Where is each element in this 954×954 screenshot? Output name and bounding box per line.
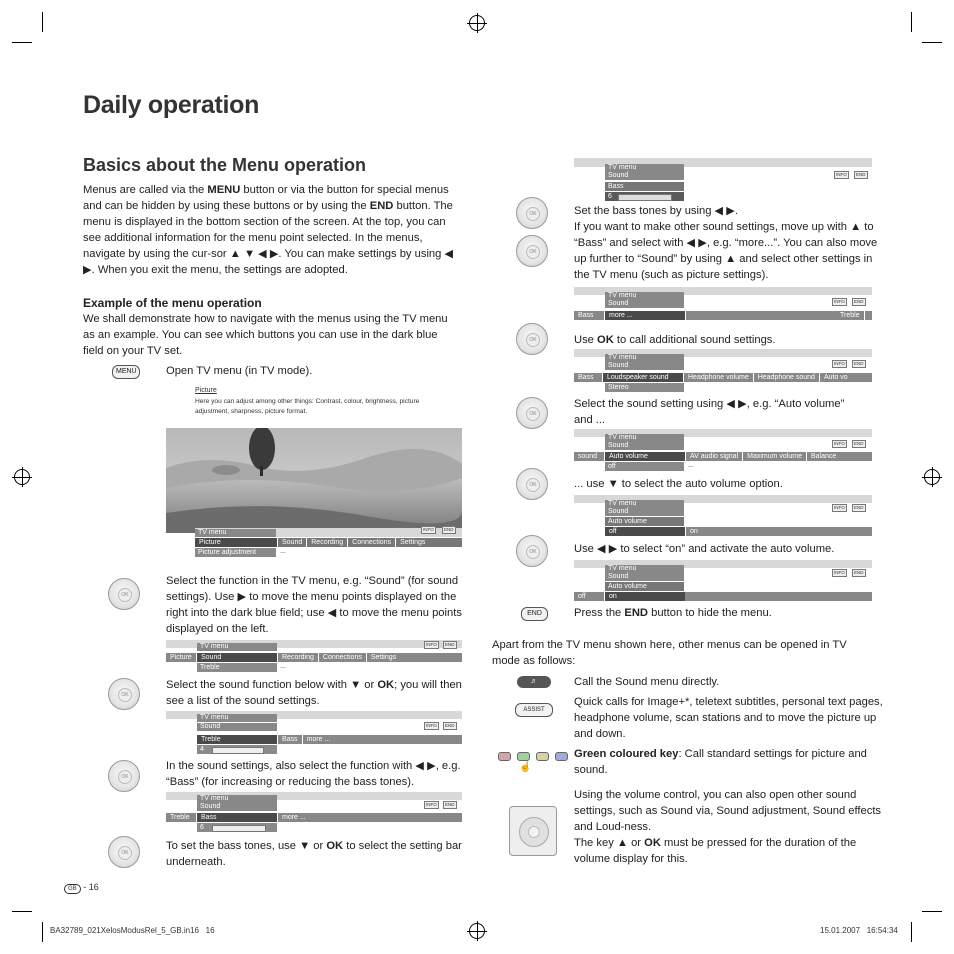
landscape-image bbox=[166, 428, 462, 533]
step-call-sound-settings: Use OK to call additional sound settings. bbox=[574, 334, 776, 346]
hand-pointer-icon: ☝ bbox=[519, 762, 532, 773]
bass-setting-slider[interactable] bbox=[618, 194, 672, 201]
navigation-pad-icon: OK bbox=[108, 678, 140, 710]
picture-info-text: Here you can adjust among other things: Contrast, colour, brightness, picture adjustment, sharpness, picture format. bbox=[195, 398, 420, 415]
section-title: Basics about the Menu operation bbox=[83, 155, 367, 175]
registration-mark-right bbox=[924, 469, 940, 485]
page-title: Daily operation bbox=[83, 91, 260, 119]
end-key-icon: END bbox=[521, 607, 548, 621]
menu-key-icon: MENU bbox=[112, 365, 140, 379]
assist-key-icon: ASSIST bbox=[515, 703, 553, 717]
menu-sub-picture-adjustment[interactable]: Picture adjustment bbox=[195, 548, 276, 557]
intro-paragraph: Menus are called via the MENU button or via the button for special menus and can be hidden by using these buttons or by using the END button. The menu is displayed in the bottom section of the screen. At the top, you can see additional information for the menu point selected. In the menus, navigate by using the cur-sor ▲ ▼ ◀ ▶. You can make settings by using ◀ ▶. When you exit the menu, the settings are adopted. bbox=[83, 184, 454, 277]
step-set-bass: To set the bass tones, use ▼ or OK to select the setting bar underneath. bbox=[166, 840, 462, 869]
navigation-pad-icon: OK bbox=[108, 836, 140, 868]
menu-screen-bass-bar: TV menu Sound INFO END Bass 6 bbox=[574, 158, 872, 204]
assist-text: Quick calls for Image+*, teletext subtitles, personal text pages, headphone volume, scan stations and to move the picture up and down. bbox=[574, 696, 883, 741]
registration-mark-left bbox=[14, 469, 30, 485]
footer-date: 15.01.2007 16:54:34 bbox=[820, 926, 898, 935]
navigation-pad-icon: OK bbox=[108, 760, 140, 792]
menu-screen-auto-volume-on: TV menu Sound INFO END Auto volume off on bbox=[574, 560, 872, 603]
sound-key-icon: ♬ bbox=[517, 676, 551, 688]
menu-screen-treble: TV menu Sound INFO END Treble Bass more ... 4 bbox=[166, 711, 462, 756]
footer-file: BA32789_021XelosModusRel_5_GB.in16 16 bbox=[50, 926, 215, 935]
step-select-auto-volume: ... use ▼ to select the auto volume option. bbox=[574, 478, 783, 490]
menu-screen-sound: TV menu INFO END Picture Sound Recording Connections Settings Treble ... bbox=[166, 640, 462, 672]
step-select-sound: Select the sound function below with ▼ or OK; you will then see a list of the sound settings. bbox=[166, 679, 462, 708]
step-select-function: Select the function in the TV menu, e.g. “Sound” (for sound settings). Use ▶ to move the menu points displayed on the right into the dark blue field; use ◀ to move the menu points displayed on the left. bbox=[166, 575, 462, 636]
tv-screen-preview: Picture Here you can adjust among other things: Contrast, colour, brightness, picture adjustment, sharpness, picture format. TV menu INFO END Picture Sound Recording Connections Settings Picture adjustment ... bbox=[166, 383, 462, 563]
step-press-end: Press the END button to hide the menu. bbox=[574, 607, 772, 619]
menu-screen-bass: TV menu Sound INFO END Treble Bass more ... 6 bbox=[166, 792, 462, 834]
navigation-pad-icon: OK bbox=[516, 468, 548, 500]
yellow-key-icon bbox=[536, 752, 549, 761]
step-select-bass: In the sound settings, also select the function with ◀ ▶, e.g. “Bass” (for increasing or reducing the bass tones). bbox=[166, 760, 461, 789]
volume-text: Using the volume control, you can also open other sound settings, such as Sound via, Sound adjustment, Sound effects and Loud-ness. The key ▲ or OK must be pressed for the duration of the volume display for this. bbox=[574, 789, 882, 866]
red-key-icon bbox=[498, 752, 511, 761]
menu-screen-more: TV menu Sound INFO END Bass more ... Treble bbox=[574, 287, 872, 320]
bass-slider[interactable] bbox=[212, 825, 266, 832]
navigation-pad-icon: OK bbox=[516, 397, 548, 429]
step-set-bass-tones: Set the bass tones by using ◀ ▶. If you want to make other sound settings, move up with ▲ to “Bass” and select with ◀ ▶, e.g. “more...”. You can also move up further to “Sound” by using ▲ and select other settings in the TV menu (such as picture settings). bbox=[574, 205, 878, 282]
registration-mark-bottom bbox=[469, 923, 485, 939]
registration-mark-top bbox=[469, 15, 485, 31]
navigation-pad-icon: OK bbox=[516, 197, 548, 229]
step-select-sound-setting: Select the sound setting using ◀ ▶, e.g. “Auto volume” and ... bbox=[574, 398, 845, 427]
ok-key-icon: OK bbox=[516, 323, 548, 355]
blue-key-icon bbox=[555, 752, 568, 761]
volume-control-icon bbox=[509, 806, 557, 856]
example-paragraph: We shall demonstrate how to navigate with the menus using the TV menu as an example. You can see which buttons you can use in the dark blue field on your TV set. bbox=[83, 313, 448, 358]
menu-screen-auto-volume-off: TV menu Sound INFO END Auto volume off on bbox=[574, 495, 872, 537]
sound-menu-text: Call the Sound menu directly. bbox=[574, 676, 720, 688]
picture-info-title: Picture bbox=[195, 387, 217, 394]
step-select-on: Use ◀ ▶ to select “on” and activate the auto volume. bbox=[574, 543, 835, 555]
green-key-icon bbox=[517, 752, 530, 761]
navigation-pad-icon: OK bbox=[108, 578, 140, 610]
menu-screen-loudspeaker: TV menu Sound INFO END Bass Loudspeaker sound Headphone volume Headphone sound Auto vo Stereo bbox=[574, 349, 872, 394]
green-key-text: Green coloured key: Call standard settings for picture and sound. bbox=[574, 748, 867, 777]
example-heading: Example of the menu operation bbox=[83, 296, 262, 310]
other-menus-paragraph: Apart from the TV menu shown here, other menus can be opened in TV mode as follows: bbox=[492, 639, 847, 668]
tv-menu-title: TV menu bbox=[195, 529, 276, 537]
treble-slider[interactable] bbox=[212, 747, 264, 754]
menu-screen-auto-volume: TV menu Sound INFO END sound Auto volume AV audio signal Maximum volume Balance off ... bbox=[574, 429, 872, 473]
navigation-pad-icon: OK bbox=[516, 535, 548, 567]
page-number: GB - 16 bbox=[64, 882, 99, 894]
step-open-tv-menu: Open TV menu (in TV mode). bbox=[166, 365, 313, 377]
menu-item-picture[interactable]: Picture bbox=[195, 538, 278, 547]
navigation-pad-icon: OK bbox=[516, 235, 548, 267]
